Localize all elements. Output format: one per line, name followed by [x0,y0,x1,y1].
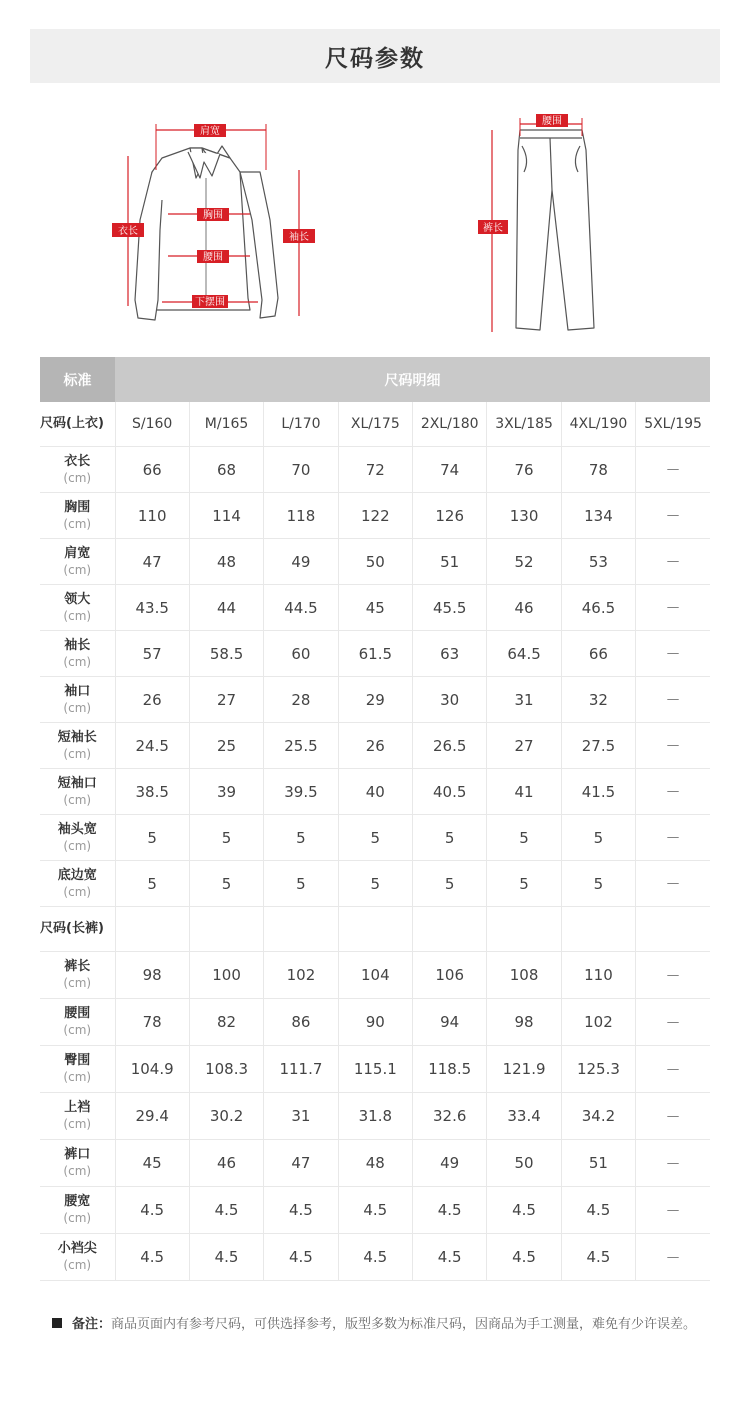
value-cell: 57 [115,631,189,677]
table-row [40,1234,710,1281]
value-cell: 100 [189,952,263,999]
value-cell: 26 [338,723,412,769]
value-cell: 25.5 [264,723,338,769]
value-cell: － [636,1046,710,1093]
value-cell: 60 [264,631,338,677]
row-unit: (cm) [63,470,92,485]
value-cell: 49 [413,1140,487,1187]
value-cell: 108 [487,952,561,999]
header-standard: 标准 [40,357,115,402]
size-cell [487,907,561,952]
value-cell: 5 [264,815,338,861]
row-label [40,677,115,723]
table-row [40,999,710,1046]
row-label [40,999,115,1046]
table-row [40,585,710,631]
value-cell: 44 [189,585,263,631]
value-cell: 4.5 [338,1234,412,1281]
value-cell: 5 [413,861,487,907]
row-label [40,539,115,585]
value-cell: 27 [189,677,263,723]
value-cell: 41.5 [561,769,635,815]
pants-size-title: 尺码(长裤) [40,907,115,952]
value-cell: 5 [115,861,189,907]
value-cell: 51 [561,1140,635,1187]
size-cell: L/170 [264,402,338,447]
row-label-text: 上裆 [64,1100,91,1115]
value-cell: 66 [561,631,635,677]
value-cell: － [636,999,710,1046]
shirt-diagram [100,110,330,330]
value-cell: － [636,631,710,677]
value-cell: 40 [338,769,412,815]
row-unit: (cm) [63,608,92,623]
value-cell: 4.5 [487,1187,561,1234]
row-unit: (cm) [63,792,92,807]
value-cell: － [636,1187,710,1234]
header-detail: 尺码明细 [115,357,710,402]
hem-label: 下摆围 [195,297,225,308]
value-cell: 70 [264,447,338,493]
value-cell: 5 [487,861,561,907]
pants-waist-label: 腰围 [542,116,562,127]
value-cell: 24.5 [115,723,189,769]
value-cell: 66 [115,447,189,493]
value-cell: 5 [115,815,189,861]
size-table [40,357,710,1281]
value-cell: 5 [487,815,561,861]
row-label [40,1187,115,1234]
pants-length-label: 裤长 [483,223,503,234]
row-label-text: 腰围 [64,1006,91,1021]
value-cell: 5 [561,861,635,907]
value-cell: 28 [264,677,338,723]
row-label [40,1093,115,1140]
value-cell: 31.8 [338,1093,412,1140]
row-unit: (cm) [63,654,92,669]
value-cell: 31 [264,1093,338,1140]
row-label-text: 裤长 [64,959,91,974]
row-label [40,861,115,907]
size-cell [189,907,263,952]
value-cell: 114 [189,493,263,539]
size-cell [636,907,710,952]
value-cell: 47 [115,539,189,585]
value-cell: 4.5 [561,1187,635,1234]
note-label: 备注： [72,1317,112,1332]
row-unit: (cm) [63,746,92,761]
row-label [40,493,115,539]
table-row [40,815,710,861]
value-cell: 111.7 [264,1046,338,1093]
value-cell: 4.5 [115,1234,189,1281]
row-label-text: 肩宽 [64,545,91,561]
value-cell: 121.9 [487,1046,561,1093]
value-cell: 27 [487,723,561,769]
value-cell: 4.5 [561,1234,635,1281]
row-label-text: 领大 [64,591,91,607]
value-cell: 45 [338,585,412,631]
value-cell: 4.5 [189,1187,263,1234]
row-label-text: 胸围 [64,499,91,515]
value-cell: 48 [338,1140,412,1187]
value-cell: 5 [338,815,412,861]
row-unit: (cm) [63,976,92,990]
row-label-text: 袖长 [64,637,91,653]
value-cell: － [636,1093,710,1140]
row-unit: (cm) [63,562,92,577]
value-cell: 47 [264,1140,338,1187]
value-cell: 104.9 [115,1046,189,1093]
value-cell: 130 [487,493,561,539]
value-cell: 5 [264,861,338,907]
value-cell: 118 [264,493,338,539]
value-cell: 25 [189,723,263,769]
value-cell: － [636,861,710,907]
title-bar [30,29,720,83]
value-cell: 46.5 [561,585,635,631]
row-label-text: 袖口 [64,683,91,699]
value-cell: 90 [338,999,412,1046]
value-cell: 5 [561,815,635,861]
value-cell: 4.5 [338,1187,412,1234]
table-row [40,539,710,585]
value-cell: 102 [264,952,338,999]
value-cell: 33.4 [487,1093,561,1140]
value-cell: 26 [115,677,189,723]
value-cell: 34.2 [561,1093,635,1140]
size-cell: S/160 [115,402,189,447]
table-row [40,1187,710,1234]
value-cell: 106 [413,952,487,999]
value-cell: 102 [561,999,635,1046]
value-cell: 126 [413,493,487,539]
value-cell: 38.5 [115,769,189,815]
row-label [40,815,115,861]
row-label-text: 腰宽 [64,1194,91,1209]
size-cell: 5XL/195 [636,402,710,447]
value-cell: 134 [561,493,635,539]
table-row [40,861,710,907]
value-cell: 98 [487,999,561,1046]
top-size-title: 尺码(上衣) [40,402,115,447]
size-cell [264,907,338,952]
row-label [40,1234,115,1281]
row-label-text: 裤口 [64,1147,91,1162]
value-cell: － [636,447,710,493]
value-cell: 32 [561,677,635,723]
table-row [40,952,710,999]
table-row [40,769,710,815]
size-cell [413,907,487,952]
value-cell: 72 [338,447,412,493]
row-label [40,769,115,815]
size-cell: XL/175 [338,402,412,447]
row-label [40,631,115,677]
row-label [40,723,115,769]
value-cell: 43.5 [115,585,189,631]
shoulder-label: 肩宽 [200,126,220,137]
table-row [40,1046,710,1093]
size-cell: 4XL/190 [561,402,635,447]
value-cell: 76 [487,447,561,493]
row-label-text: 臀围 [64,1053,91,1068]
value-cell: 5 [189,815,263,861]
value-cell: 110 [561,952,635,999]
value-cell: 45 [115,1140,189,1187]
size-cell: M/165 [189,402,263,447]
value-cell: 118.5 [413,1046,487,1093]
row-unit: (cm) [63,1211,92,1225]
value-cell: － [636,723,710,769]
row-unit: (cm) [63,1117,92,1131]
value-cell: 94 [413,999,487,1046]
row-unit: (cm) [63,700,92,715]
value-cell: 5 [189,861,263,907]
note-text: 商品页面内有参考尺码，可供选择参考，版型多数为标准尺码，因商品为手工测量，难免有少许误差。 [111,1317,697,1332]
value-cell: 122 [338,493,412,539]
value-cell: 98 [115,952,189,999]
value-cell: 82 [189,999,263,1046]
value-cell: 53 [561,539,635,585]
row-label-text: 衣长 [64,453,91,469]
value-cell: 58.5 [189,631,263,677]
row-label-text: 袖头宽 [57,821,97,837]
value-cell: 45.5 [413,585,487,631]
size-cell [115,907,189,952]
value-cell: － [636,769,710,815]
row-label [40,1140,115,1187]
pants-diagram [470,110,610,336]
value-cell: 63 [413,631,487,677]
value-cell: 4.5 [264,1187,338,1234]
value-cell: 27.5 [561,723,635,769]
value-cell: 30.2 [189,1093,263,1140]
value-cell: 4.5 [413,1187,487,1234]
row-unit: (cm) [63,1023,92,1037]
value-cell: 51 [413,539,487,585]
value-cell: － [636,585,710,631]
value-cell: 86 [264,999,338,1046]
length-label: 衣长 [118,226,138,237]
value-cell: 31 [487,677,561,723]
table-row [40,677,710,723]
table-row [40,493,710,539]
top-size-row [40,402,710,447]
value-cell: 4.5 [413,1234,487,1281]
row-unit: (cm) [63,884,92,899]
value-cell: － [636,1234,710,1281]
size-cell: 3XL/185 [487,402,561,447]
value-cell: 50 [487,1140,561,1187]
value-cell: － [636,815,710,861]
value-cell: 115.1 [338,1046,412,1093]
value-cell: 64.5 [487,631,561,677]
pants-size-row [40,907,710,952]
note [52,1300,712,1350]
value-cell: 4.5 [115,1187,189,1234]
value-cell: 40.5 [413,769,487,815]
value-cell: 39 [189,769,263,815]
value-cell: 4.5 [264,1234,338,1281]
table-row [40,1093,710,1140]
table-row [40,631,710,677]
value-cell: － [636,677,710,723]
value-cell: 50 [338,539,412,585]
value-cell: 46 [487,585,561,631]
row-unit: (cm) [63,1258,92,1272]
value-cell: 78 [561,447,635,493]
value-cell: 52 [487,539,561,585]
row-label-text: 底边宽 [57,867,97,883]
value-cell: 5 [338,861,412,907]
page-title: 尺码参数 [325,45,425,72]
row-label-text: 小裆尖 [57,1241,97,1256]
table-row [40,723,710,769]
bullet-square-icon [52,1318,62,1328]
value-cell: 61.5 [338,631,412,677]
value-cell: 32.6 [413,1093,487,1140]
row-label [40,585,115,631]
value-cell: 74 [413,447,487,493]
value-cell: 108.3 [189,1046,263,1093]
row-unit: (cm) [63,516,92,531]
chest-label: 胸围 [203,210,223,221]
row-unit: (cm) [63,1164,92,1178]
value-cell: 29 [338,677,412,723]
value-cell: 44.5 [264,585,338,631]
size-cell: 2XL/180 [413,402,487,447]
value-cell: － [636,493,710,539]
value-cell: 5 [413,815,487,861]
value-cell: 68 [189,447,263,493]
value-cell: 49 [264,539,338,585]
size-cell [338,907,412,952]
sleeve-label: 袖长 [289,232,309,243]
value-cell: 110 [115,493,189,539]
value-cell: 30 [413,677,487,723]
row-label [40,952,115,999]
value-cell: 4.5 [487,1234,561,1281]
table-row [40,1140,710,1187]
row-unit: (cm) [63,838,92,853]
value-cell: － [636,952,710,999]
table-row [40,447,710,493]
value-cell: 39.5 [264,769,338,815]
value-cell: 48 [189,539,263,585]
size-cell [561,907,635,952]
value-cell: 4.5 [189,1234,263,1281]
value-cell: 125.3 [561,1046,635,1093]
row-label-text: 短袖口 [57,775,97,791]
value-cell: － [636,1140,710,1187]
value-cell: 26.5 [413,723,487,769]
value-cell: 29.4 [115,1093,189,1140]
waist-label: 腰围 [203,252,223,263]
row-label-text: 短袖长 [57,729,97,745]
row-label [40,1046,115,1093]
value-cell: － [636,539,710,585]
value-cell: 78 [115,999,189,1046]
value-cell: 41 [487,769,561,815]
value-cell: 104 [338,952,412,999]
value-cell: 46 [189,1140,263,1187]
row-unit: (cm) [63,1070,92,1084]
row-label [40,447,115,493]
